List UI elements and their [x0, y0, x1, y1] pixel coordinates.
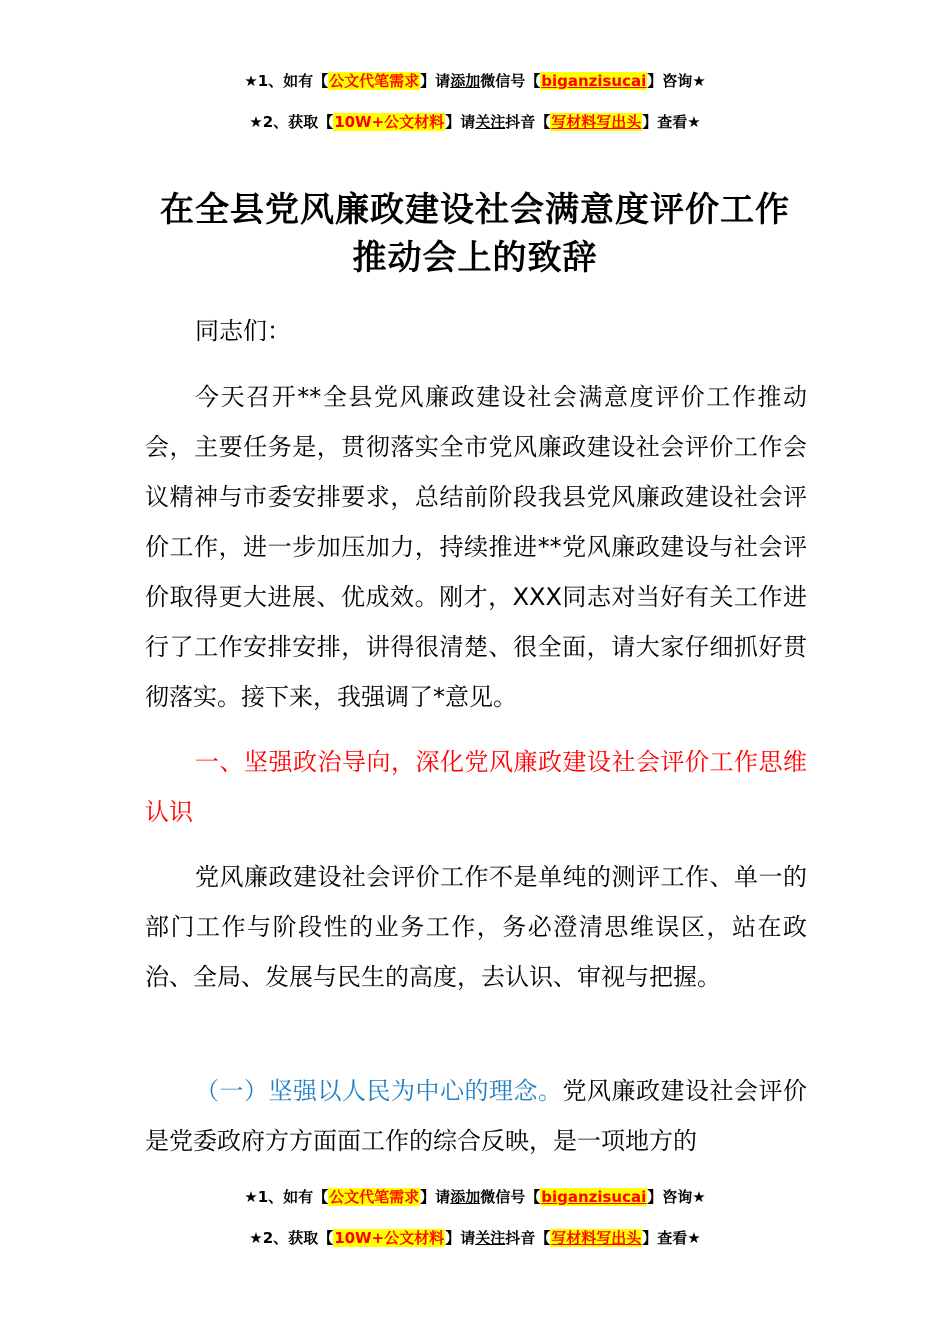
promo-highlight: 10W+公文材料 [334, 113, 445, 131]
promo-line-2-footer: ★2、获取【10W+公文材料】请关注抖音【写材料写出头】查看★ [249, 1229, 701, 1247]
paragraph-subsection-1: （一）坚强以人民为中心的理念。党风廉政建设社会评价是党委政府方方面面工作的综合反映，是一项地方的 [145, 1077, 807, 1155]
salutation: 同志们： [195, 317, 291, 345]
promo-highlight: 10W+公文材料 [334, 1229, 445, 1247]
document-title-line-2: 推动会上的致辞 [352, 238, 598, 278]
promo-douyin-name: 写材料写出头 [551, 113, 642, 131]
promo-line-1: ★1、如有【公文代笔需求】请添加微信号【biganzisucai】咨询★ [244, 72, 706, 90]
subsection-heading-1: （一）坚强以人民为中心的理念。 [195, 1077, 563, 1105]
paragraph-intro: 今天召开**全县党风廉政建设社会满意度评价工作推动会，主要任务是，贯彻落实全市党风廉政建设社会评价工作会议精神与市委安排要求，总结前阶段我县党风廉政建设社会评价工作，进一步加压加力，持续推进**党风廉政建设与社会评价取得更大进展、优成效。刚才，XXX同志对当好有关工作进行了工作安排安排，讲得很清楚、很全面，请大家仔细抓好贯彻落实。接下来，我强调了*意见。 [145, 383, 807, 711]
promo-line-2: ★2、获取【10W+公文材料】请关注抖音【写材料写出头】查看★ [249, 113, 701, 131]
paragraph-section-1: 党风廉政建设社会评价工作不是单纯的测评工作、单一的部门工作与阶段性的业务工作，务必澄清思维误区，站在政治、全局、发展与民生的高度，去认识、审视与把握。 [145, 863, 807, 991]
promo-wechat-id: biganzisucai [541, 1188, 647, 1206]
promo-highlight: 公文代笔需求 [329, 1188, 420, 1206]
promo-douyin-name: 写材料写出头 [551, 1229, 642, 1247]
promo-line-1-footer: ★1、如有【公文代笔需求】请添加微信号【biganzisucai】咨询★ [244, 1188, 706, 1206]
document-title-line-1: 在全县党风廉政建设社会满意度评价工作 [160, 190, 790, 230]
promo-wechat-id: biganzisucai [541, 72, 647, 90]
section-heading-1: 一、坚强政治导向，深化党风廉政建设社会评价工作思维认识 [145, 748, 807, 826]
promo-highlight: 公文代笔需求 [329, 72, 420, 90]
